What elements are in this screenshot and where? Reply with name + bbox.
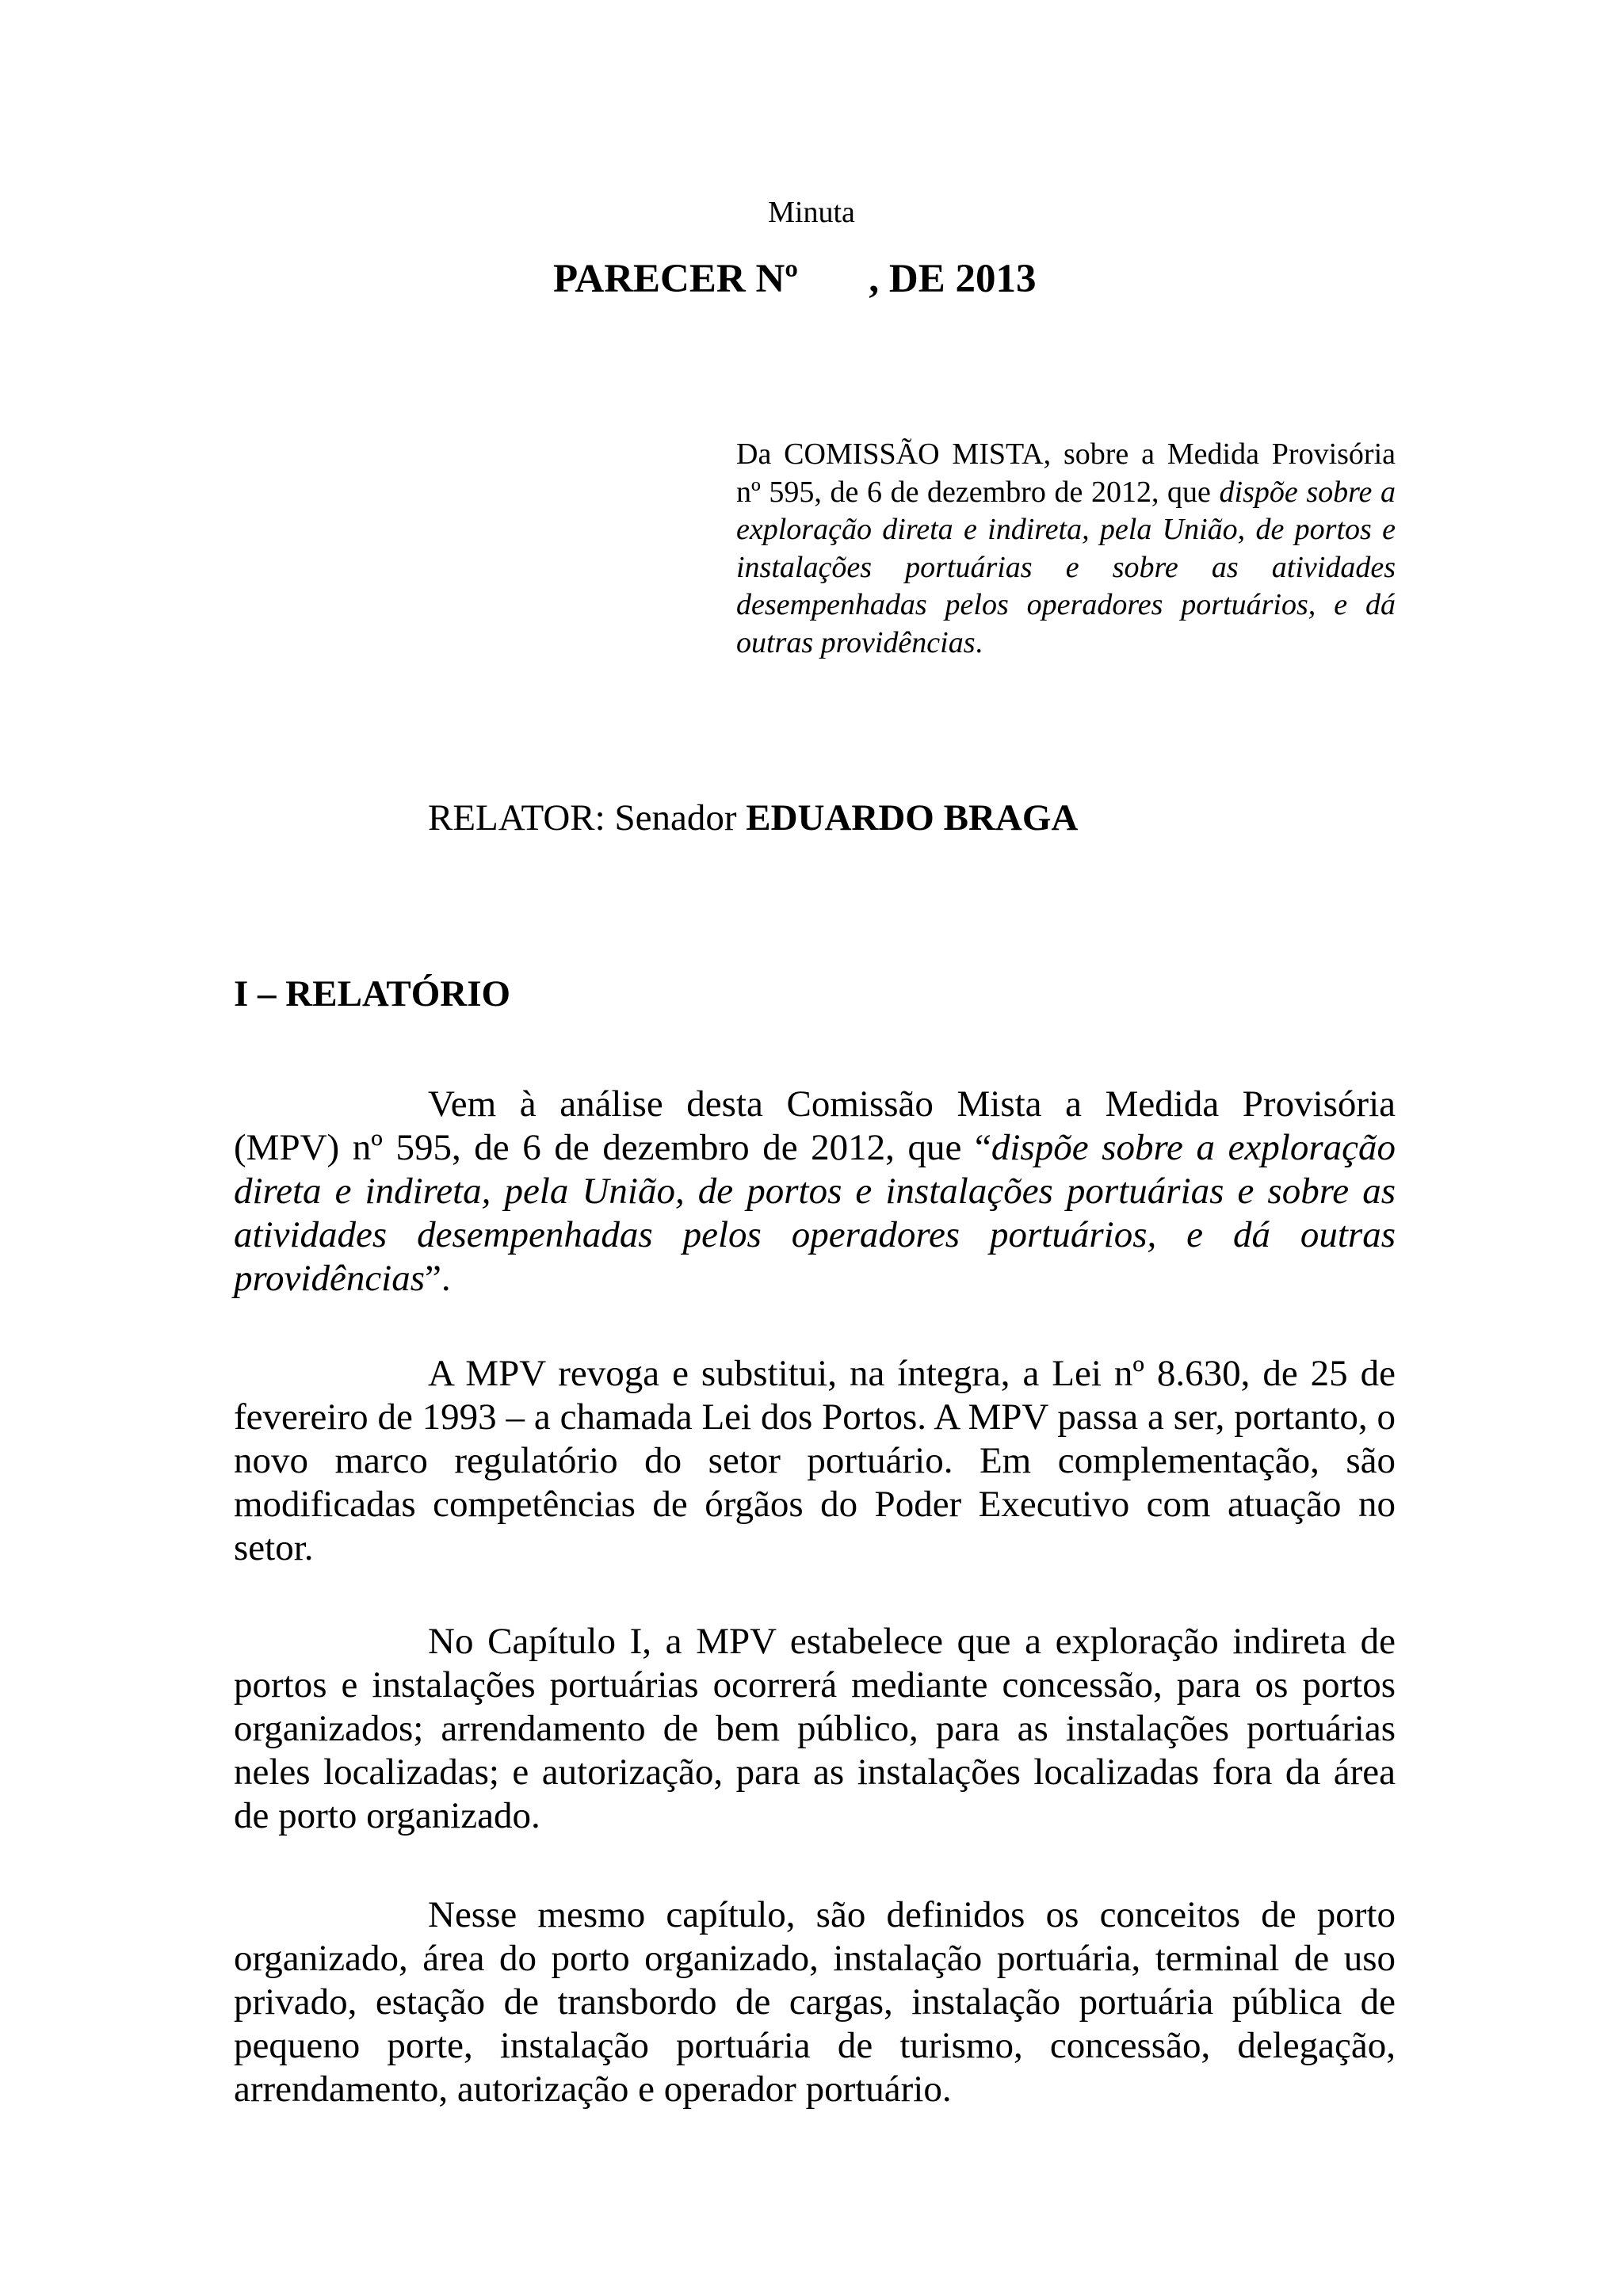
summary-intro: Da COMISSÃO MISTA, sobre a Medida Provisória nº 595, de 6 de dezembro de 2012, que — [736, 437, 1396, 509]
paragraph-1 — [234, 1083, 1396, 1301]
paragraph-2 — [234, 1352, 1396, 1570]
paragraph-1-end: ”. — [425, 1258, 451, 1299]
paragraph-3 — [234, 1620, 1396, 1838]
section-heading: I – RELATÓRIO — [234, 973, 511, 1014]
paragraph-4-text: Nesse mesmo capítulo, são definidos os conceitos de porto organizado, área do porto organizado, instalação portuária, terminal de uso privado, estação de transbordo de cargas, instalação portuária pública de pequeno porte, instalação portuária de turismo, concessão, delegação, arrendamento, autorização e operador portuário. — [234, 1894, 1396, 2110]
summary-block — [736, 436, 1396, 662]
paragraph-3-text: No Capítulo I, a MPV estabelece que a exploração indireta de portos e instalações portuárias ocorrerá mediante concessão, para os portos organizados; arrendamento de bem público, para as instalações portuárias neles localizadas; e autorização, para as instalações localizadas fora da área de porto organizado. — [234, 1621, 1396, 1836]
paragraph-1-italic: dispõe sobre a exploração direta e indireta, pela União, de portos e instalações portuárias e sobre as atividades desempenhadas pelos operadores portuários, e dá outras providências — [234, 1127, 1396, 1299]
rapporteur-line — [428, 794, 1078, 842]
document-title: PARECER Nº , DE 2013 — [553, 257, 1037, 301]
summary-end: . — [975, 625, 983, 659]
summary-italic: dispõe sobre a exploração direta e indireta, pela União, de portos e instalações portuárias e sobre as atividades desempenhadas pelos operadores portuários, e dá outras providências — [736, 475, 1396, 659]
paragraph-2-text: A MPV revoga e substitui, na íntegra, a Lei nº 8.630, de 25 de fevereiro de 1993 – a chamada Lei dos Portos. A MPV passa a ser, portanto, o novo marco regulatório do setor portuário. Em complementação, são modificadas competências de órgãos do Poder Executivo com atuação no setor. — [234, 1353, 1396, 1568]
rapporteur-label: RELATOR: Senador — [428, 797, 747, 839]
paragraph-1-intro: Vem à análise desta Comissão Mista a Medida Provisória (MPV) nº 595, de 6 de dezembro de 2012, que “ — [234, 1083, 1396, 1168]
paragraph-4 — [234, 1893, 1396, 2111]
draft-label: Minuta — [768, 196, 855, 229]
rapporteur-name: EDUARDO BRAGA — [746, 797, 1079, 839]
